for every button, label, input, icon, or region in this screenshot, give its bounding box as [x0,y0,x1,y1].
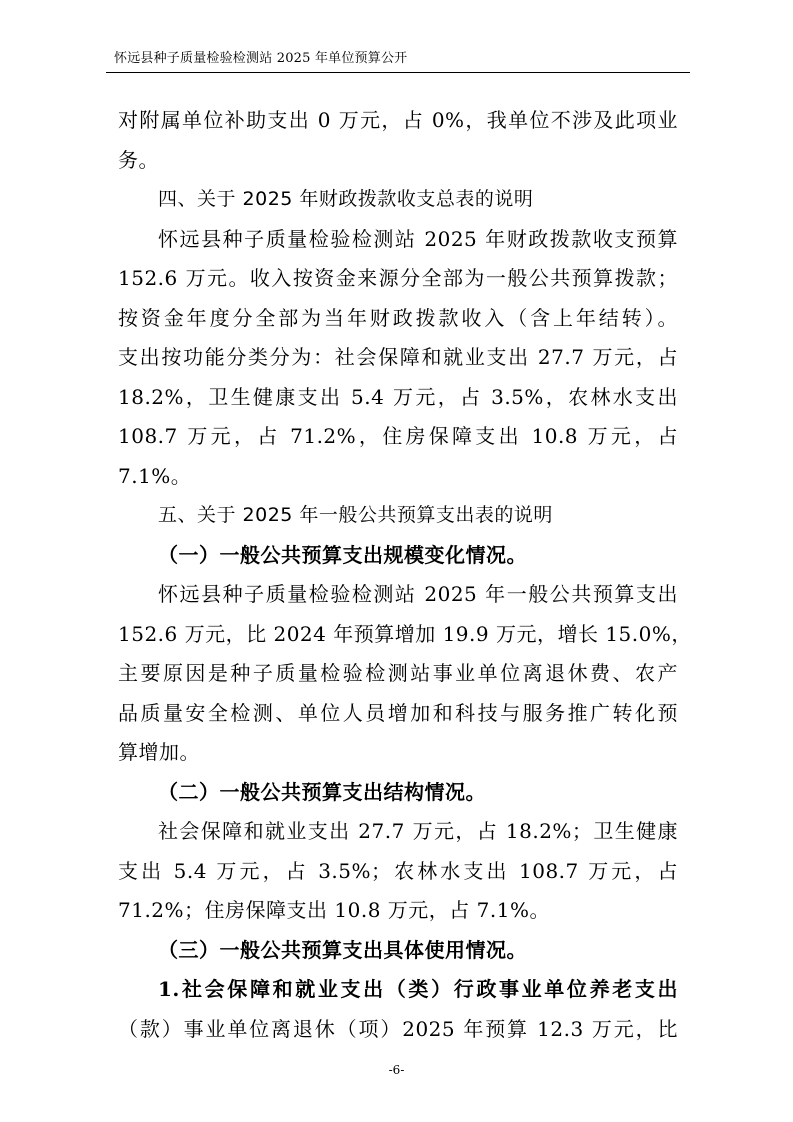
body-line: 主要原因是种子质量检验检测站事业单位离退休费、农产 [118,661,678,685]
body-line: 社会保障和就业支出 27.7 万元，占 18.2%；卫生健康 [158,819,678,843]
body-line: 算增加。 [118,740,200,764]
section-heading-5: 五、关于 2025 年一般公共预算支出表的说明 [158,504,553,526]
document-header: 怀远县种子质量检验检测站 2025 年单位预算公开 [114,51,408,66]
body-line: 71.2%；住房保障支出 10.8 万元，占 7.1%。 [118,898,550,922]
body-line: 对附属单位补助支出 0 万元，占 0%，我单位不涉及此项业 [118,108,678,132]
body-line: （款）事业单位离退休（项）2025 年预算 12.3 万元，比 [118,1016,678,1041]
body-line: 支出 5.4 万元，占 3.5%；农林水支出 108.7 万元，占 [118,858,678,883]
body-line: 18.2%，卫生健康支出 5.4 万元，占 3.5%，农林水支出 [118,384,678,409]
body-line: 怀远县种子质量检验检测站 2025 年财政拨款收支预算 [158,226,678,251]
subsection-heading-1: （一）一般公共预算支出规模变化情况。 [158,542,527,567]
body-line: 152.6 万元。收入按资金来源分全部为一般公共预算拨款； [118,266,678,290]
header-divider [106,72,690,73]
subsection-heading-3: （三）一般公共预算支出具体使用情况。 [158,937,527,962]
body-line: 支出按功能分类分为：社会保障和就业支出 27.7 万元，占 [118,345,678,369]
body-line: 怀远县种子质量检验检测站 2025 年一般公共预算支出 [158,582,678,606]
body-line: 务。 [118,147,159,172]
body-line: 152.6 万元，比 2024 年预算增加 19.9 万元，增长 15.0%， [118,621,692,646]
page-number: -6- [388,1063,405,1077]
document-body [118,101,692,1049]
section-heading-4: 四、关于 2025 年财政拨款收支总表的说明 [158,188,534,210]
body-line: 按资金年度分全部为当年财政拨款收入（含上年结转）。 [118,305,678,330]
body-line: 品质量安全检测、单位人员增加和科技与服务推广转化预 [118,700,678,725]
subsection-heading-2: （二）一般公共预算支出结构情况。 [158,779,486,804]
body-line: 108.7 万元，占 71.2%，住房保障支出 10.8 万元，占 [118,424,678,448]
item-heading-1: 1.社会保障和就业支出（类）行政事业单位养老支出 [158,977,678,1001]
body-line: 7.1%。 [118,463,192,488]
